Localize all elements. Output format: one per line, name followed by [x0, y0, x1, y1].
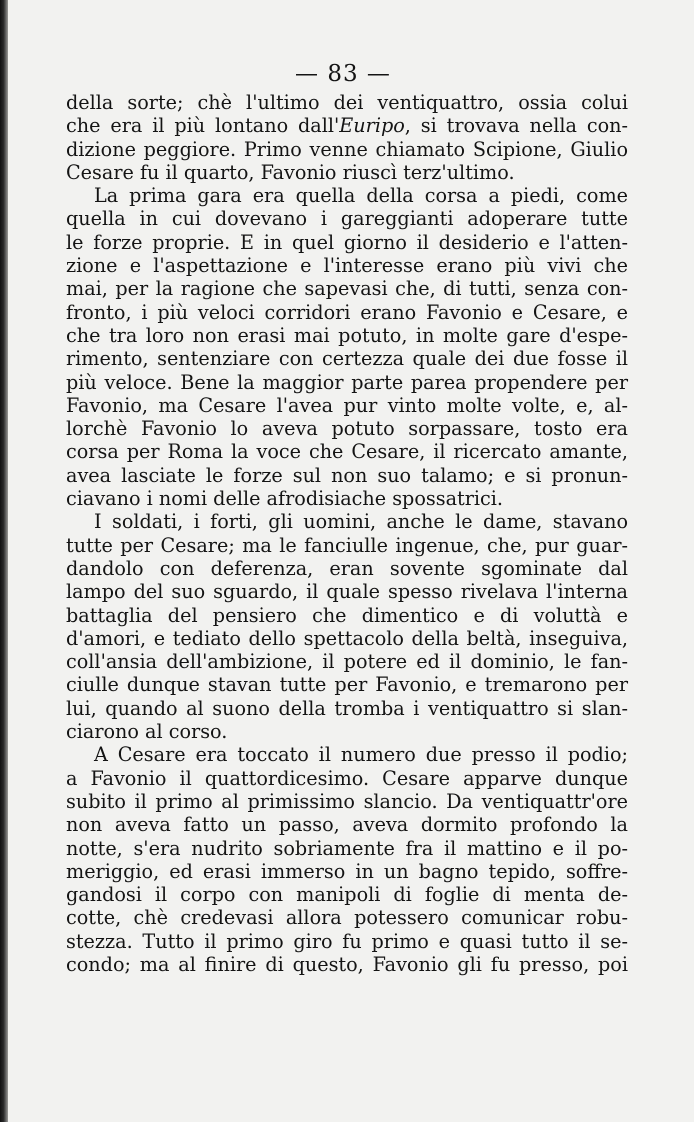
text-line-content: che tra loro non erasi mai potuto, in molte gare d'espe- [66, 323, 628, 347]
text-body [66, 91, 628, 976]
text-line-content: A Cesare era toccato il numero due presso il podio; [94, 743, 628, 767]
text-line-content: d'amori, e tediato dello spettacolo della beltà, inseguiva, [66, 626, 628, 650]
text-line-content: zione e l'aspettazione e l'interesse erano più vivi che [66, 254, 628, 278]
text-line-content: della sorte; chè l'ultimo dei ventiquattro, ossia colui [66, 91, 628, 114]
text-line-content: lampo del suo sguardo, il quale spesso rivelava l'interna [66, 580, 628, 604]
text-line-content: quella in cui dovevano i gareggianti adoperare tutte [66, 207, 628, 231]
text-line-content: Cesare fu il quarto, Favonio riuscì terz'ultimo. [66, 160, 515, 184]
text-line-content: ciarono al corso. [66, 720, 228, 744]
text-line [66, 487, 628, 510]
text-line [66, 604, 628, 627]
text-line-content: condo; ma al finire di questo, Favonio gli fu presso, poi [66, 952, 628, 976]
text-line [66, 371, 628, 394]
text-line [66, 464, 628, 487]
text-line [66, 580, 628, 603]
text-line [66, 627, 628, 650]
text-line-content: La prima gara era quella della corsa a piedi, come [94, 184, 628, 208]
text-line [66, 138, 628, 161]
text-line-content: Favonio, ma Cesare l'avea pur vinto molte volte, e, al- [66, 393, 628, 417]
text-line-content: lui, quando al suono della tromba i ventiquattro si slan- [66, 696, 628, 720]
text-line-content: non aveva fatto un passo, aveva dormito profondo la [66, 813, 628, 837]
text-line [66, 277, 628, 300]
book-page [66, 58, 628, 976]
text-line-content: ciavano i nomi delle afrodisiache spossatrici. [66, 487, 504, 511]
text-line-content: dandolo con deferenza, eran sovente sgominate dal [66, 556, 628, 580]
text-line [66, 207, 628, 230]
page-binding-edge [0, 0, 8, 1122]
text-line [66, 813, 628, 836]
text-line-content: gandosi il corpo con manipoli di foglie di menta de- [66, 883, 628, 907]
text-line [66, 860, 628, 883]
text-line-content: a Favonio il quattordicesimo. Cesare apparve dunque [66, 766, 628, 790]
text-line [66, 650, 628, 673]
text-line [66, 394, 628, 417]
text-line [66, 883, 628, 906]
text-line-content: cotte, chè credevasi allora potessero comunicar robu- [66, 906, 628, 930]
text-line-content: battaglia del pensiero che dimentico e di voluttà e [66, 603, 628, 627]
text-line-content: coll'ansia dell'ambizione, il potere ed il dominio, le fan- [66, 650, 628, 674]
text-line [66, 114, 628, 137]
text-line [66, 534, 628, 557]
text-line-content: le forze proprie. E in quel giorno il desiderio e l'atten- [66, 230, 628, 254]
text-line-content: mai, per la ragione che sapevasi che, di tutti, senza con- [66, 277, 628, 301]
text-line [66, 906, 628, 929]
text-line [66, 231, 628, 254]
text-line-content: meriggio, ed erasi immerso in un bagno tepido, soffre- [66, 859, 628, 883]
text-line-content: lorchè Favonio lo aveva potuto sorpassare, tosto era [66, 417, 628, 441]
text-line [66, 790, 628, 813]
text-line-continuation: , si trovava nella con- [404, 114, 628, 138]
text-line-content: corsa per Roma la voce che Cesare, il ricercato amante, [66, 440, 628, 464]
text-line-content: dizione peggiore. Primo venne chiamato Scipione, Giulio [66, 137, 628, 161]
text-line-content: stezza. Tutto il primo giro fu primo e quasi tutto il se- [66, 929, 628, 953]
text-line-content: rimento, sentenziare con certezza quale dei due fosse il [66, 347, 628, 371]
text-line [66, 557, 628, 580]
text-line [66, 743, 628, 766]
text-line [66, 184, 628, 207]
text-line-content: I soldati, i forti, gli uomini, anche le dame, stavano [94, 510, 628, 534]
text-line-content: più veloce. Bene la maggior parte parea propendere per [66, 370, 628, 394]
text-line-content: tutte per Cesare; ma le fanciulle ingenue, che, pur guar- [66, 533, 628, 557]
page-number: — 83 — [295, 61, 391, 87]
text-line [66, 767, 628, 790]
text-line [66, 440, 628, 463]
text-line [66, 91, 628, 114]
text-line [66, 254, 628, 277]
text-line-content: notte, s'era nudrito sobriamente fra il mattino e il po- [66, 836, 628, 860]
text-line [66, 697, 628, 720]
text-line [66, 837, 628, 860]
text-line [66, 417, 628, 440]
text-line [66, 720, 628, 743]
text-line [66, 347, 628, 370]
text-line [66, 301, 628, 324]
text-line [66, 324, 628, 347]
text-line [66, 161, 628, 184]
text-line-content: ciulle dunque stavan tutte per Favonio, e tremarono per [66, 673, 628, 697]
italic-word: Euripo [339, 114, 405, 138]
text-line [66, 673, 628, 696]
text-line [66, 930, 628, 953]
text-line [66, 510, 628, 533]
text-line-content: che era il più lontano dall' [66, 114, 340, 138]
text-line-content: subito il primo al primissimo slancio. Da ventiquattr'ore [66, 789, 628, 813]
text-line-content: fronto, i più veloci corridori erano Favonio e Cesare, e [66, 300, 628, 324]
text-line-content: avea lasciate le forze sul non suo talamo; e si pronun- [66, 463, 628, 487]
text-line [66, 953, 628, 976]
